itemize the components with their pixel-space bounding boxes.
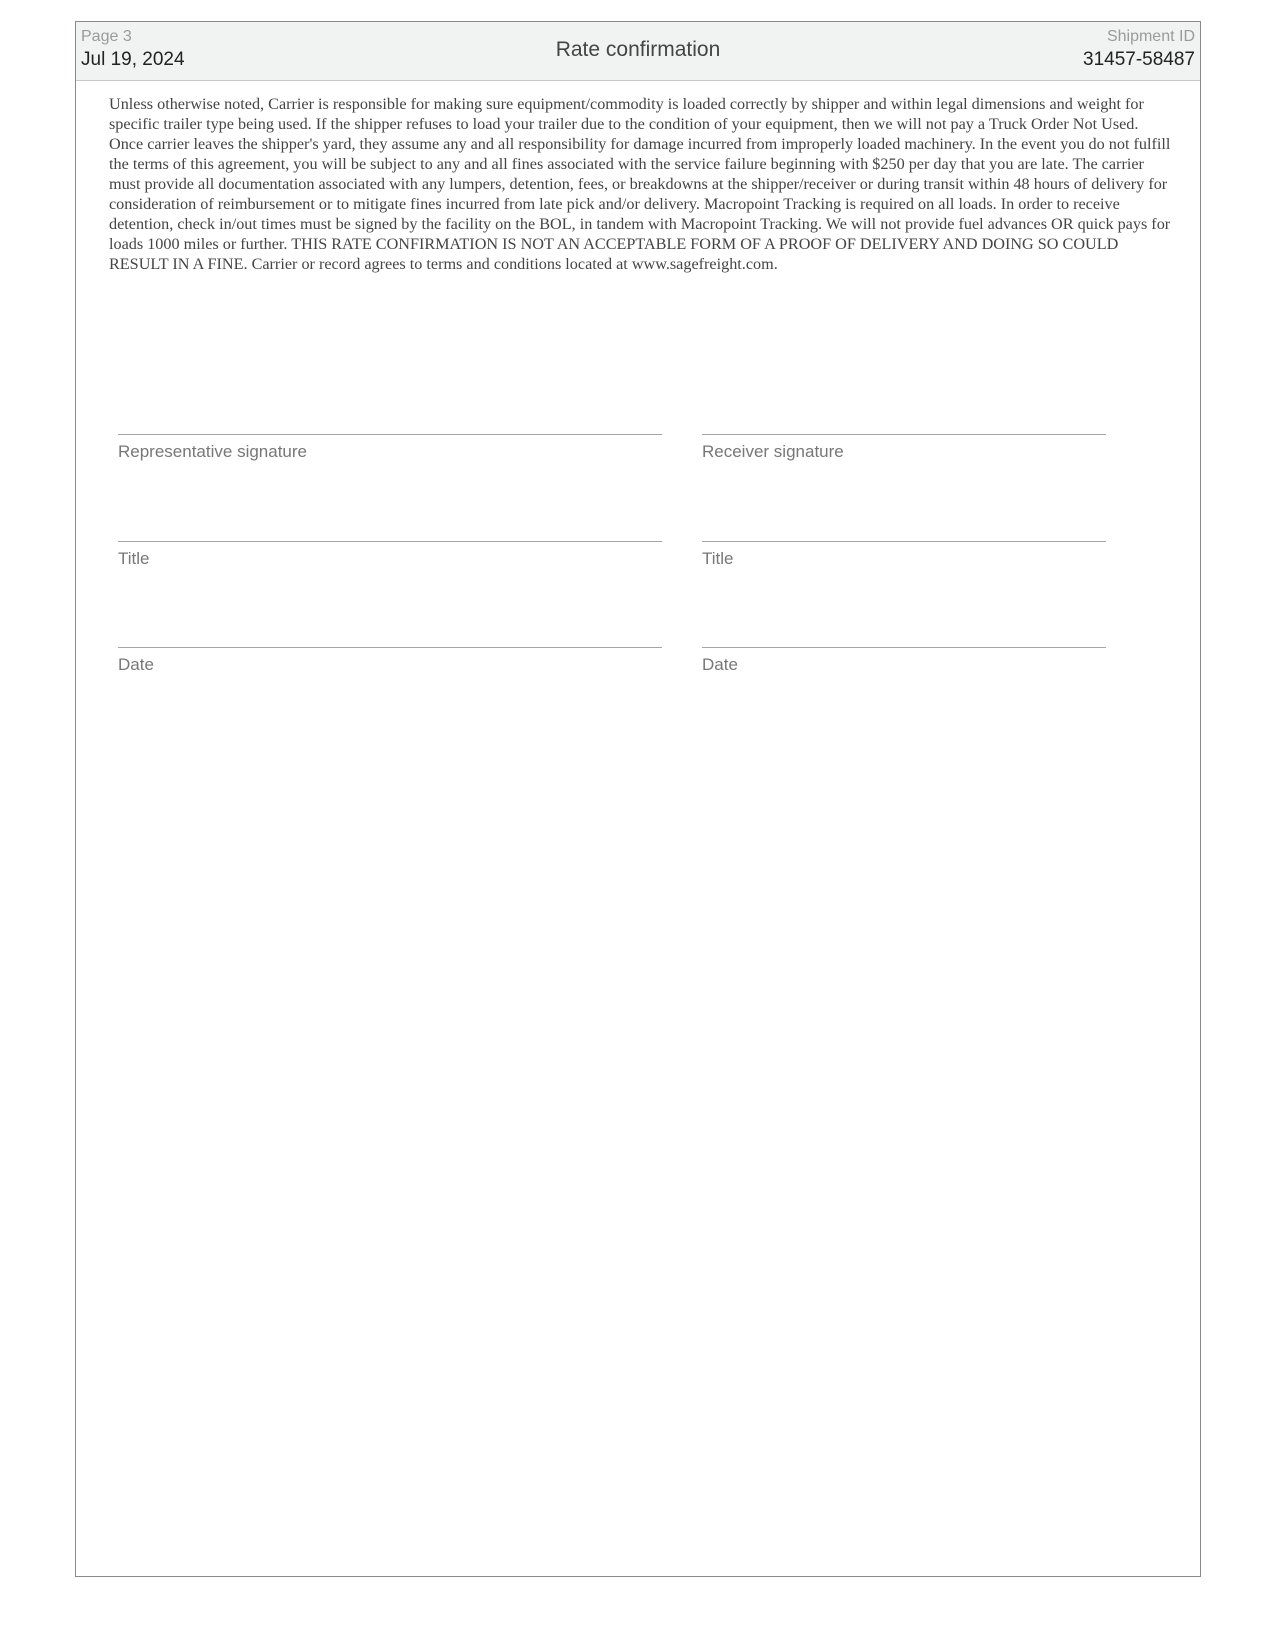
representative-date-line[interactable] <box>118 647 662 648</box>
document-title: Rate confirmation <box>555 38 721 61</box>
header-right <box>1083 27 1195 73</box>
representative-title-label: Title <box>118 549 150 568</box>
representative-signature-line[interactable] <box>118 434 662 435</box>
receiver-signature-line[interactable] <box>702 434 1106 435</box>
representative-date-label: Date <box>118 655 154 674</box>
receiver-date-label: Date <box>702 655 738 674</box>
document-page <box>75 21 1201 1577</box>
page-header <box>76 22 1200 81</box>
receiver-date-line[interactable] <box>702 647 1106 648</box>
document-date: Jul 19, 2024 <box>81 49 185 70</box>
representative-title-line[interactable] <box>118 541 662 542</box>
receiver-title-label: Title <box>702 549 734 568</box>
shipment-id-label: Shipment ID <box>1106 28 1195 45</box>
receiver-signature-label: Receiver signature <box>702 442 844 461</box>
receiver-title-line[interactable] <box>702 541 1106 542</box>
page-number: Page 3 <box>81 28 132 45</box>
shipment-id-value: 31457-58487 <box>1083 49 1195 70</box>
terms-paragraph: Unless otherwise noted, Carrier is responsible for making sure equipment/commodity is loaded correctly by shipper and within legal dimensions and weight for specific trailer type being used. If the shipper refuses to load your trailer due to the condition of your equipment, then we will not pay a Truck Order Not Used. Once carrier leaves the shipper's yard, they assume any and all responsibility for damage incurred from improperly loaded machinery. In the event you do not fulfill the terms of this agreement, you will be subject to any and all fines associated with the service failure beginning with $250 per day that you are late. The carrier must provide all documentation associated with any lumpers, detention, fees, or breakdowns at the shipper/receiver or during transit within 48 hours of delivery for consideration of reimbursement or to mitigate fines incurred from late pick and/or delivery. Macropoint Tracking is required on all loads. In order to receive detention, check in/out times must be signed by the facility on the BOL, in tandem with Macropoint Tracking. We will not provide fuel advances OR quick pays for loads 1000 miles or further. THIS RATE CONFIRMATION IS NOT AN ACCEPTABLE FORM OF A PROOF OF DELIVERY AND DOING SO COULD RESULT IN A FINE. Carrier or record agrees to terms and conditions located at www.sagefreight.com. <box>109 95 1171 273</box>
representative-signature-label: Representative signature <box>118 442 308 461</box>
